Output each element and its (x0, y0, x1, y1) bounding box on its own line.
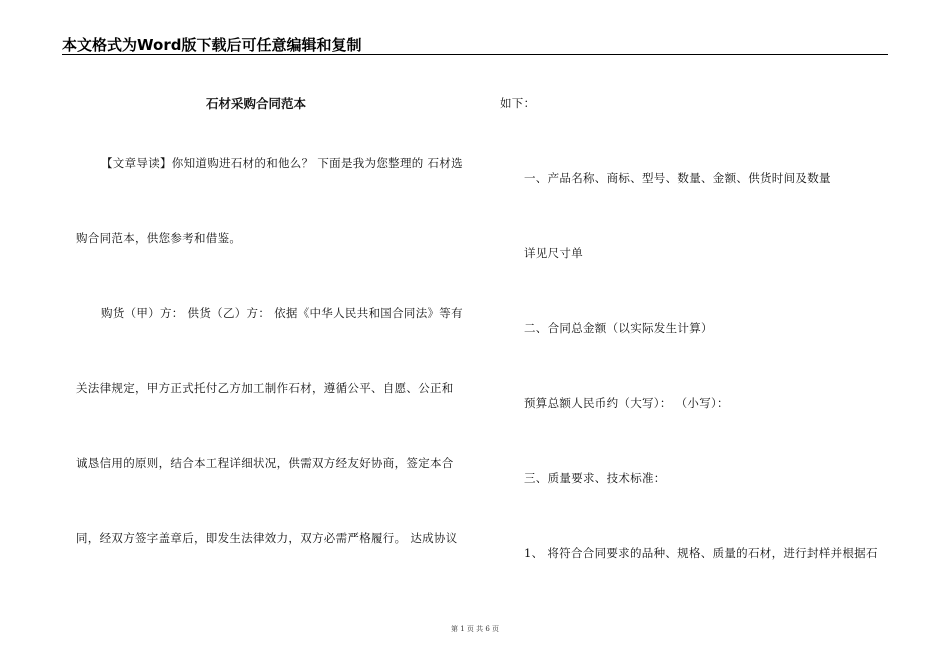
right-paragraph-line: 三、质量要求、技术标准： (524, 471, 666, 485)
right-paragraph-line: 详见尺寸单 (524, 246, 583, 260)
right-paragraph-line: 如下： (500, 96, 536, 110)
header-banner: 本文格式为Word版下载后可任意编辑和复制 (62, 36, 362, 54)
right-paragraph-line: 二、合同总金额（以实际发生计算） (524, 321, 713, 335)
right-paragraph-line: 1、 将符合合同要求的品种、规格、质量的石材，进行封样并根据石 (524, 546, 878, 560)
right-paragraph-line: 一、产品名称、商标、型号、数量、金额、供货时间及数量 (524, 171, 831, 185)
right-paragraph-line: 预算总额人民币约（大写）： （小写）： (524, 396, 729, 410)
header-divider (62, 54, 888, 55)
left-paragraph-line: 同，经双方签字盖章后，即发生法律效力，双方必需严格履行。 达成协议 (76, 531, 458, 545)
left-paragraph-line: 【文章导读】你知道购进石材的和他么？ 下面是我为您整理的 石材选 (101, 156, 463, 170)
left-paragraph-line: 购合同范本，供您参考和借鉴。 (76, 231, 242, 245)
page-number-footer: 第 1 页 共 6 页 (450, 625, 500, 633)
left-paragraph-line: 关法律规定，甲方正式托付乙方加工制作石材，遵循公平、自愿、公正和 (76, 381, 454, 395)
document-title: 石材采购合同范本 (206, 96, 307, 111)
left-paragraph-line: 诚恳信用的原则，结合本工程详细状况，供需双方经友好协商，签定本合 (76, 456, 454, 470)
left-paragraph-line: 购货（甲）方： 供货（乙）方： 依据《中华人民共和国合同法》等有 (101, 306, 463, 320)
